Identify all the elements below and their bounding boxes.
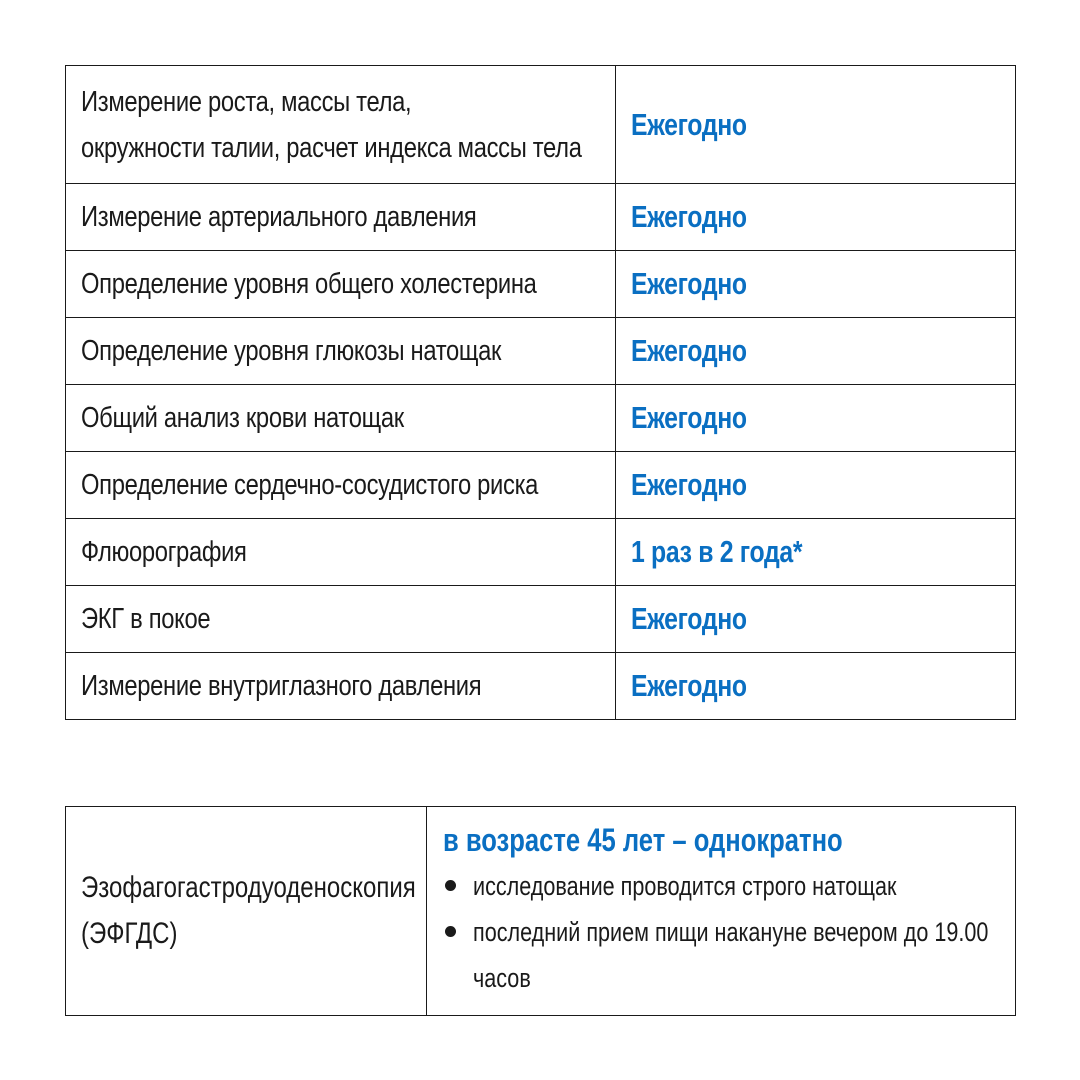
list-item-text: исследование проводится строго натощак [473,870,897,901]
examination-name-line: Общий анализ крови натощак [81,402,404,434]
table-row [66,66,1016,184]
examination-name [66,251,616,318]
list-item-text: часов [473,962,531,993]
examination-name-line: Измерение внутриглазного давления [81,670,482,702]
table-row [66,184,1016,251]
examination-name-line: Определение уровня глюкозы натощак [81,335,502,367]
examination-frequency [616,586,1016,653]
bullet-dot-icon [445,880,456,891]
examination-frequency [616,184,1016,251]
examination-name-line: Измерение роста, массы тела, [81,85,412,118]
examination-name [66,318,616,385]
examination-name [66,66,616,184]
examination-name-line: Флюорография [81,536,247,568]
frequency-value: Ежегодно [631,668,747,703]
table-row [66,385,1016,452]
examination-name-line: Определение уровня общего холестерина [81,268,537,300]
examination-name [66,653,616,720]
examination-frequency [616,385,1016,452]
examination-name-line: Определение сердечно-сосудистого риска [81,469,539,501]
examination-frequency [616,251,1016,318]
examination-name [66,452,616,519]
frequency-value: Ежегодно [631,467,747,502]
examination-frequency [616,318,1016,385]
egd-frequency-heading: в возрасте 45 лет – однократно [443,821,843,858]
examination-frequency [616,452,1016,519]
frequency-value: Ежегодно [631,266,747,301]
examination-name-line: окружности талии, расчет индекса массы тела [81,131,582,164]
table-row [66,251,1016,318]
examination-frequency [616,519,1016,586]
examination-name-line: ЭКГ в покое [81,603,211,635]
table-row [66,807,1016,1016]
examination-name [66,184,616,251]
screening-schedule-table [65,65,1016,720]
examination-name-line: Измерение артериального давления [81,201,477,233]
examination-details [427,807,1016,1016]
egd-instructions-list [443,863,1015,1001]
examination-frequency [616,653,1016,720]
examination-name-line: (ЭФГДС) [81,917,178,950]
list-item [443,863,1015,909]
frequency-value: 1 раз в 2 года* [631,534,803,569]
examination-name [66,385,616,452]
table-row [66,318,1016,385]
examination-name [66,586,616,653]
bullet-dot-icon [445,926,456,937]
examination-name-line: Эзофагогастродуоденоскопия [81,871,416,904]
examination-frequency [616,66,1016,184]
frequency-value: Ежегодно [631,333,747,368]
list-item [443,909,1015,1001]
frequency-value: Ежегодно [631,199,747,234]
table-row [66,653,1016,720]
table-row [66,586,1016,653]
list-item-text: последний прием пищи накануне вечером до 19.00 [473,916,989,947]
examination-name [66,519,616,586]
examination-name [66,807,427,1016]
frequency-value: Ежегодно [631,400,747,435]
frequency-value: Ежегодно [631,601,747,636]
table-row [66,452,1016,519]
egd-table [65,806,1016,1016]
table-row [66,519,1016,586]
frequency-value: Ежегодно [631,106,747,142]
